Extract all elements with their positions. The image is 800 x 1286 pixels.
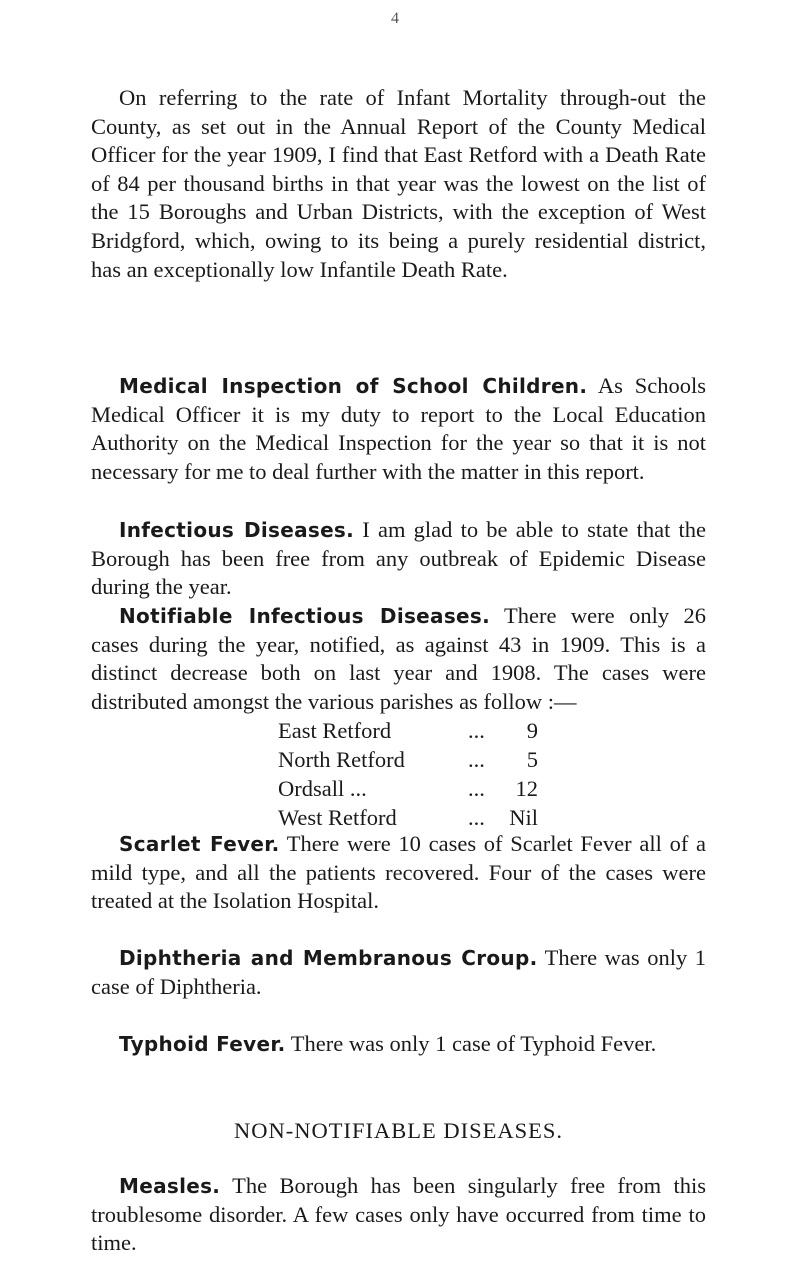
parish-count: Nil: [509, 805, 538, 830]
table-row: [278, 803, 538, 832]
page-number: 4: [391, 10, 399, 27]
text-notifiable-diseases: There were only 26 cases during the year, notified, as against 43 in 1909. This is a distinct decrease both on last year and 1908. The cases were distributed amongst the various parishes as follow :—: [91, 603, 707, 714]
parish-cases-table: [278, 716, 538, 832]
leader-dots: ...: [468, 718, 485, 743]
parish-count: 5: [526, 747, 538, 772]
parish-name: North Retford: [278, 747, 405, 772]
non-notifiable-title: NON-NOTIFIABLE DISEASES.: [234, 1118, 563, 1143]
heading-scarlet-fever: Scarlet Fever.: [119, 832, 280, 856]
paragraph-infectious-diseases: [91, 516, 706, 602]
heading-measles: Measles.: [119, 1174, 221, 1198]
heading-diphtheria: Diphtheria and Membranous Croup.: [119, 946, 538, 970]
parish-name: West Retford: [278, 805, 397, 830]
text-measles: The Borough has been singularly free from this troublesome disorder. A few cases only have occurred from time to time.: [91, 1173, 707, 1256]
text-infectious-diseases: I am glad to be able to state that the Borough has been free from any outbreak of Epidemic Disease during the year.: [91, 517, 707, 600]
text-scarlet-fever: There were 10 cases of Scarlet Fever all of a mild type, and all the patients recovered. Four of the cases were treated at the Isolation Hospital.: [91, 831, 707, 914]
parish-name: East Retford: [278, 718, 392, 743]
parish-count: 9: [526, 718, 538, 743]
text-diphtheria: There was only 1 case of Diphtheria.: [91, 945, 707, 999]
text-medical-inspection: As Schools Medical Officer it is my duty to report to the Local Education Authority on the Medical Inspection for the year so that it is not necessary for me to deal further with the matter in this report.: [91, 373, 706, 484]
table-row: [278, 774, 538, 803]
paragraph-measles: [91, 1172, 706, 1258]
heading-typhoid: Typhoid Fever.: [119, 1032, 286, 1056]
parish-name: Ordsall ...: [278, 776, 367, 801]
leader-dots: ...: [468, 776, 485, 801]
table-row: [278, 716, 538, 745]
paragraph-notifiable-diseases: [91, 602, 706, 716]
paragraph-typhoid: [91, 1030, 706, 1059]
heading-infectious-diseases: Infectious Diseases.: [119, 518, 355, 542]
intro-paragraph: On referring to the rate of Infant Mortality through-out the County, as set out in the Annual Report of the County Medical Officer for the year 1909, I find that East Retford with a Death Rate of 84 per thousand births in that year was the lowest on the list of the 15 Boroughs and Urban Districts, with the exception of West Bridgford, which, owing to its being a purely residential district, has an exceptionally low Infantile Death Rate.: [91, 85, 706, 282]
parish-count: 12: [515, 776, 538, 801]
leader-dots: ...: [468, 805, 485, 830]
heading-notifiable-diseases: Notifiable Infectious Diseases.: [119, 604, 491, 628]
paragraph-diphtheria: [91, 944, 706, 1001]
text-typhoid: There was only 1 case of Typhoid Fever.: [290, 1031, 657, 1056]
leader-dots: ...: [468, 747, 485, 772]
paragraph-medical-inspection: [91, 372, 706, 486]
paragraph-scarlet-fever: [91, 830, 706, 916]
table-row: [278, 745, 538, 774]
heading-medical-inspection: Medical Inspection of School Children.: [119, 374, 588, 398]
